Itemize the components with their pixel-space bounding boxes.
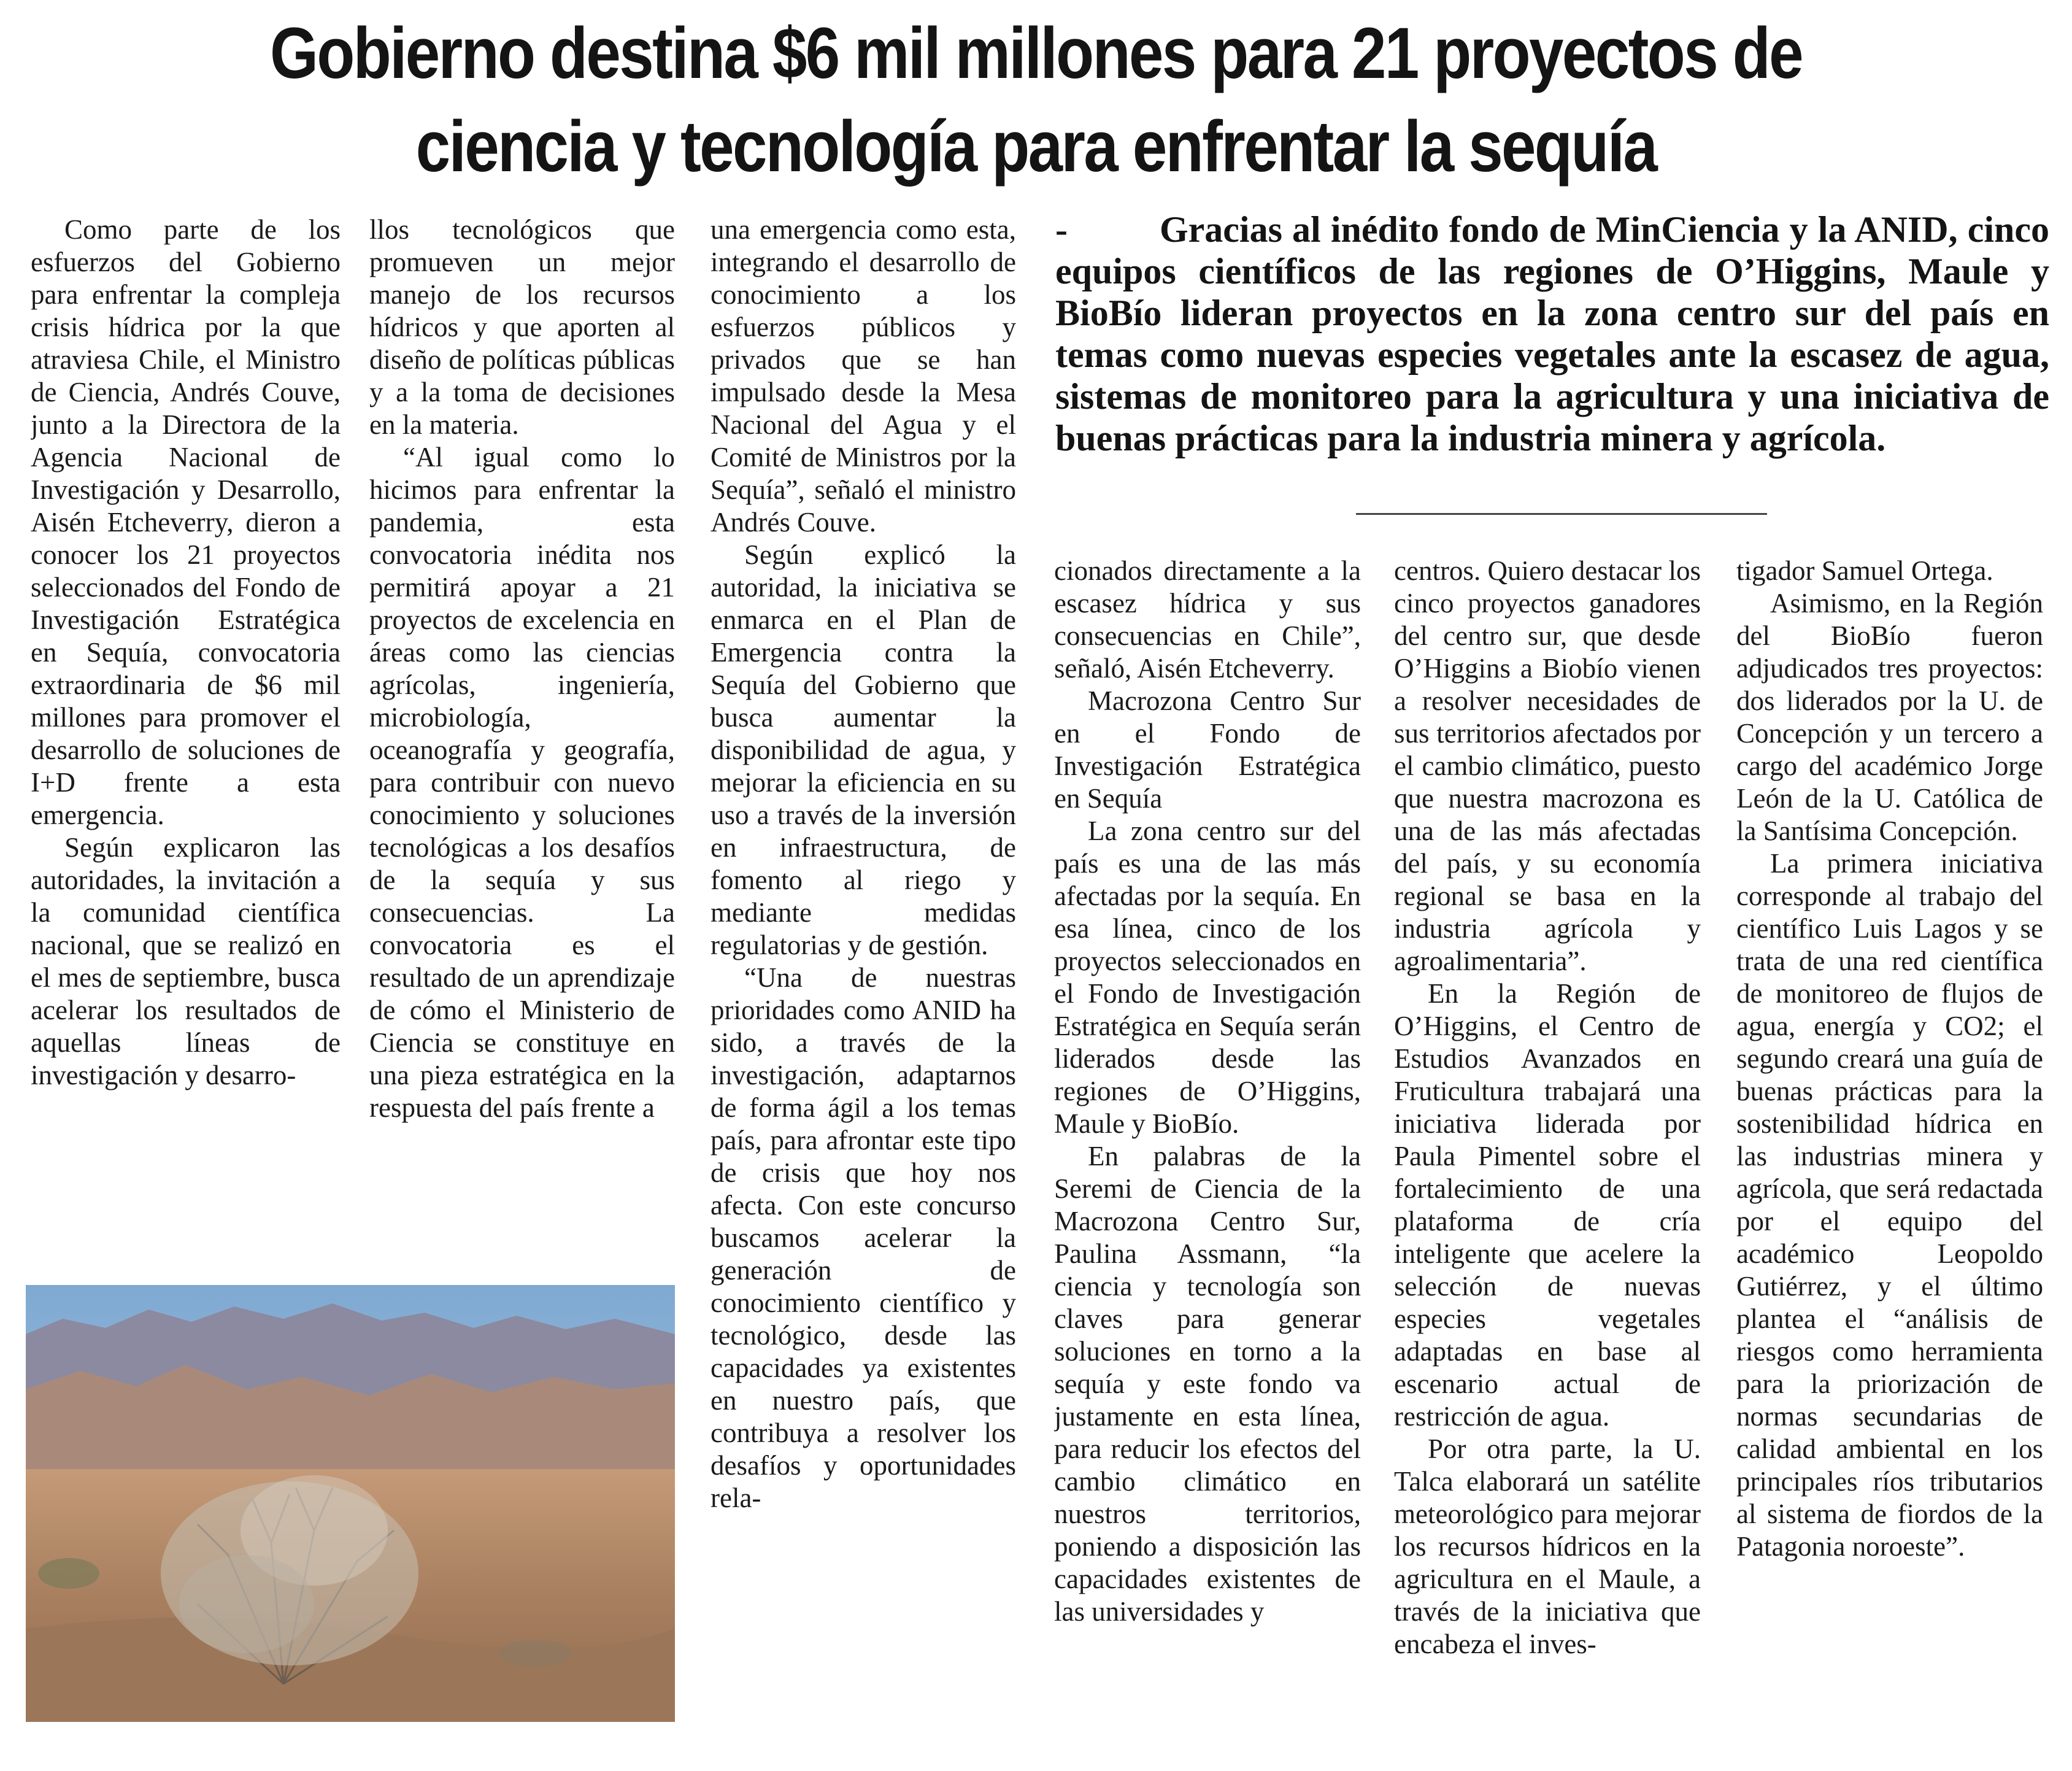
paragraph: centros. Quiero destacar los cinco proyectos ganadores del centro sur, que desde O’Higgins a Biobío vienen a resolver necesidades de sus territorios afectados por el cambio climático, puesto que nuestra macrozona es una de las más afectadas del país, y su economía regional se basa en la industria agrícola y agroalimentaria”.: [1394, 555, 1701, 976]
paragraph: Como parte de los esfuerzos del Gobierno para enfrentar la compleja crisis hídrica por la que atraviesa Chile, el Ministro de Ciencia, Andrés Couve, junto a la Directora de la Agencia Nacional de Investigación y Desarrollo, Aisén Etcheverry, dieron a conocer los 21 proyectos seleccionados del Fondo de Investigación Estratégica en Sequía, convocatoria extraordinaria de $6 mil millones para promover el desarrollo de soluciones de I+D frente a esta emergencia.: [31, 214, 341, 830]
paragraph: En la Región de O’Higgins, el Centro de Estudios Avanzados en Fruticultura trabajará una iniciativa liderada por Paula Pimentel sobre el fortalecimiento de una plataforma de cría inteligente que acelere la selección de nuevas especies vegetales adaptadas en base al escenario actual de restricción de agua.: [1394, 978, 1701, 1432]
paragraph: tigador Samuel Ortega.: [1736, 555, 1993, 586]
drought-landscape-image: [26, 1285, 675, 1722]
article-column-6: [1736, 555, 2043, 1729]
article-column-5: [1394, 555, 1701, 1729]
paragraph: una emergencia como esta, integrando el desarrollo de conocimiento a los esfuerzos públicos y privados que se han impulsado desde la Mesa Nacional del Agua y el Comité de Ministros por la Sequía”, señaló el ministro Andrés Couve.: [711, 214, 1016, 538]
article-column-4: [1054, 555, 1361, 1729]
subheading: Macrozona Centro Sur en el Fondo de Investigación Estratégica en Sequía: [1054, 685, 1361, 814]
paragraph: “Al igual como lo hicimos para enfrentar la pandemia, esta convocatoria inédita nos permitirá apoyar a 21 proyectos de excelencia en áreas como las ciencias agrícolas, ingeniería, microbiología, oceanografía y geografía, para contribuir con nuevo conocimiento y soluciones tecnológicas a los desafíos de la sequía y sus consecuencias. La convocatoria es el resultado de un aprendizaje de cómo el Ministerio de Ciencia se constituye en una pieza estratégica en la respuesta del país frente a: [369, 442, 675, 1123]
headline-line-1: Gobierno destina $6 mil millones para 21 proyectos de: [270, 13, 1802, 94]
paragraph: llos tecnológicos que promueven un mejor manejo de los recursos hídricos y que aporten al diseño de políticas públicas y a la toma de decisiones en la materia.: [369, 214, 675, 440]
paragraph: Asimismo, en la Región del BioBío fueron adjudicados tres proyectos: dos liderados por la U. de Concepción y un tercero a cargo del académico Jorge León de la U. Católica de la Santísima Concepción.: [1736, 588, 2043, 846]
small-bush: [38, 1558, 99, 1589]
paragraph: Según explicó la autoridad, la iniciativa se enmarca en el Plan de Emergencia contra la Sequía del Gobierno que busca aumentar la disponibilidad de agua, y mejorar la eficiencia en su uso a través de la inversión en infraestructura, de fomento al riego y mediante medidas regulatorias y de gestión.: [711, 539, 1016, 960]
lead-text: Gracias al inédito fondo de MinCiencia y la ANID, cinco equipos científicos de las regiones de O’Higgins, Maule y BioBío lideran proyectos en la zona centro sur del país en temas como nuevas especies vegetales ante la escasez de agua, sistemas de monitoreo para la agricultura y una iniciativa de buenas prácticas para la industria minera y agrícola.: [1055, 209, 2049, 458]
paragraph: Por otra parte, la U. Talca elaborará un satélite meteorológico para mejorar los recursos hídricos en la agricultura en el Maule, a través de la iniciativa que encabeza el inves-: [1394, 1433, 1701, 1659]
paragraph: cionados directamente a la escasez hídrica y sus consecuencias en Chile”, señaló, Aisén Etcheverry.: [1054, 555, 1361, 684]
paragraph: En palabras de la Seremi de Ciencia de la Macrozona Centro Sur, Paulina Assmann, “la ciencia y tecnología son claves para generar soluciones en torno a la sequía y este fondo va justamente en esta línea, para reducir los efectos del cambio climático en nuestros territorios, poniendo a disposición las capacidades existentes de las universidades y: [1054, 1141, 1361, 1627]
paragraph: La primera iniciativa corresponde al trabajo del científico Luis Lagos y se trata de una red científica de monitoreo de flujos de agua, energía y CO2; el segundo creará una guía de buenas prácticas para la sostenibilidad hídrica en las industrias minera y agrícola, que será redactada por el equipo del académico Leopoldo Gutiérrez, y el último plantea el “análisis de riesgos como herramienta para la priorización de normas secundarias de calidad ambiental en los principales ríos tributarios al sistema de fiordos de la Patagonia noroeste”.: [1736, 848, 2043, 1562]
paragraph: La zona centro sur del país es una de las más afectadas por la sequía. En esa línea, cinco de los proyectos seleccionados en el Fondo de Investigación Estratégica en Sequía serán liderados desde las regiones de O’Higgins, Maule y BioBío.: [1054, 816, 1361, 1139]
lead-paragraph: [1055, 209, 2049, 459]
lead-divider: [1356, 513, 1767, 515]
drought-landscape-photo: [26, 1285, 675, 1722]
article-column-3: [711, 214, 1016, 1729]
article-column-1: [31, 214, 341, 1257]
small-bush: [498, 1640, 572, 1667]
article-column-2: [369, 214, 675, 1270]
headline-line-2: ciencia y tecnología para enfrentar la sequía: [415, 106, 1657, 187]
paragraph: Según explicaron las autoridades, la invitación a la comunidad científica nacional, que se realizó en el mes de septiembre, busca acelerar los resultados de aquellas líneas de investigación y desarro-: [31, 832, 341, 1090]
paragraph: “Una de nuestras prioridades como ANID ha sido, a través de la investigación, adaptarnos de forma ágil a los temas país, para afrontar este tipo de crisis que hoy nos afecta. Con este concurso buscamos acelerar la generación de conocimiento científico y tecnológico, desde las capacidades ya existentes en nuestro país, que contribuya a resolver los desafíos y oportunidades rela-: [711, 962, 1016, 1513]
lead-dash: -: [1055, 209, 1068, 250]
shrub-foliage: [179, 1555, 314, 1653]
